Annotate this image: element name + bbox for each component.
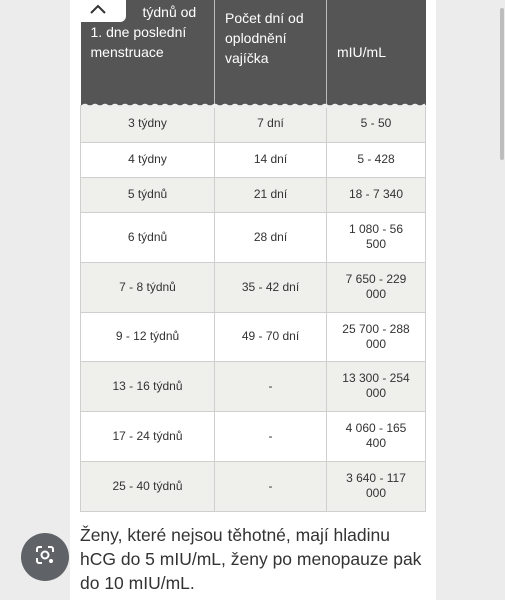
cell-days: 49 - 70 dní xyxy=(215,312,327,361)
table-row xyxy=(81,361,426,411)
cell-weeks: 13 - 16 týdnů xyxy=(81,361,215,411)
header-miu: mIU/mL xyxy=(327,0,426,105)
cell-value: 4 060 - 165 400 xyxy=(327,411,426,461)
scrollbar[interactable] xyxy=(500,8,504,160)
hcg-table xyxy=(80,0,426,512)
cell-weeks: 6 týdnů xyxy=(81,212,215,262)
table-row xyxy=(81,312,426,361)
table-row xyxy=(81,212,426,262)
table-row xyxy=(81,262,426,312)
cell-days: - xyxy=(215,411,327,461)
table-row xyxy=(81,105,426,142)
chevron-up-icon xyxy=(89,2,107,20)
cell-value: 7 650 - 229 000 xyxy=(327,262,426,312)
info-paragraph: Ženy, které nejsou těhotné, mají hladinu hCG do 5 mIU/mL, ženy po menopauze pak do 10 mIU/mL. xyxy=(80,525,422,593)
table-row xyxy=(81,461,426,511)
cell-days: 28 dní xyxy=(215,212,327,262)
table-row xyxy=(81,411,426,461)
cell-days: 7 dní xyxy=(215,105,327,142)
collapse-button[interactable] xyxy=(70,0,126,22)
cell-value: 25 700 - 288 000 xyxy=(327,312,426,361)
header-weeks: týdnů od 1. dne poslední menstruace xyxy=(81,0,215,105)
cell-weeks: 4 týdny xyxy=(81,142,215,177)
google-lens-button[interactable] xyxy=(21,533,69,581)
cell-weeks: 17 - 24 týdnů xyxy=(81,411,215,461)
cell-value: 5 - 428 xyxy=(327,142,426,177)
cell-value: 18 - 7 340 xyxy=(327,177,426,212)
header-scalloped-edge xyxy=(80,98,425,108)
cell-weeks: 9 - 12 týdnů xyxy=(81,312,215,361)
header-days: Počet dní od oplodnění vajíčka xyxy=(215,0,327,105)
table-row xyxy=(81,177,426,212)
cell-value: 5 - 50 xyxy=(327,105,426,142)
cell-value: 3 640 - 117 000 xyxy=(327,461,426,511)
cell-weeks: 5 týdnů xyxy=(81,177,215,212)
cell-weeks: 25 - 40 týdnů xyxy=(81,461,215,511)
table-row xyxy=(81,142,426,177)
cell-days: - xyxy=(215,461,327,511)
cell-days: 35 - 42 dní xyxy=(215,262,327,312)
google-lens-icon xyxy=(33,543,57,572)
cell-weeks: 7 - 8 týdnů xyxy=(81,262,215,312)
cell-days: 14 dní xyxy=(215,142,327,177)
cell-value: 13 300 - 254 000 xyxy=(327,361,426,411)
cell-weeks: 3 týdny xyxy=(81,105,215,142)
cell-value: 1 080 - 56 500 xyxy=(327,212,426,262)
cell-days: - xyxy=(215,361,327,411)
cell-days: 21 dní xyxy=(215,177,327,212)
